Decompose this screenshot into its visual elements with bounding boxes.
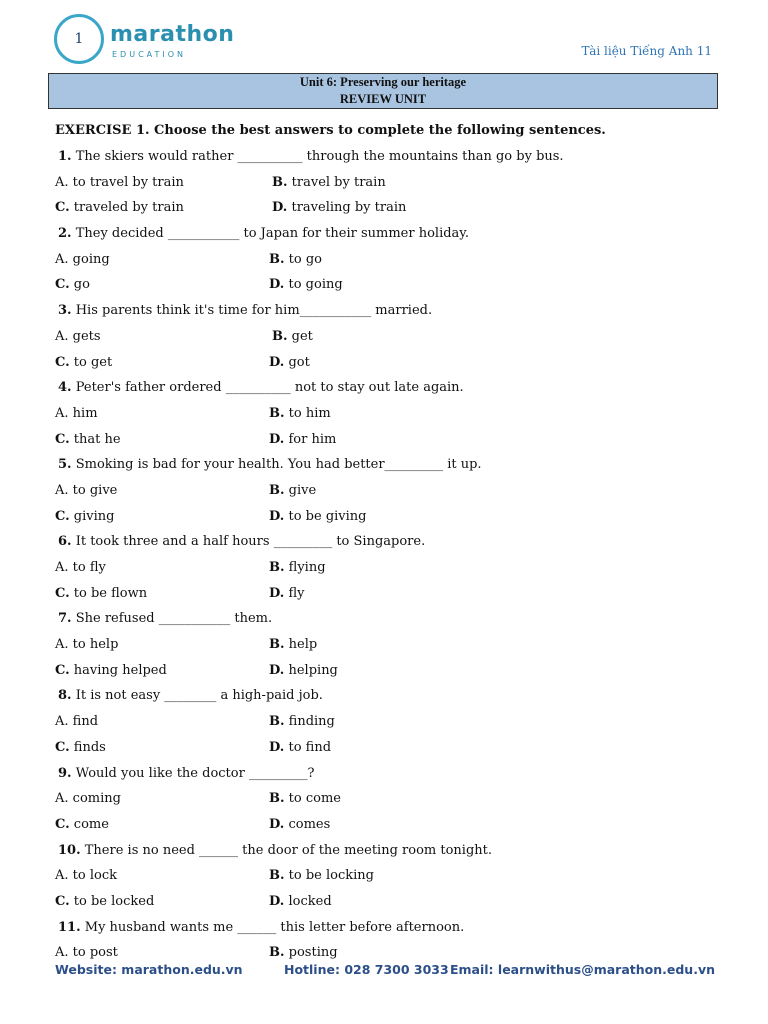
answer-option-d[interactable] (269, 889, 332, 915)
question-9 (55, 761, 715, 787)
unit-subtitle: REVIEW UNIT (339, 92, 427, 106)
answer-option-d[interactable] (272, 195, 406, 221)
option-letter: A. (55, 868, 69, 884)
options-row (55, 504, 715, 530)
option-text: to be giving (288, 508, 367, 524)
question-1 (55, 144, 715, 170)
question-text: It is not easy ________ a high-paid job. (71, 688, 323, 704)
question-text: My husband wants me ______ this letter before afternoon. (80, 919, 465, 935)
answer-option-c[interactable] (55, 195, 184, 221)
answer-option-a[interactable] (55, 401, 98, 427)
answer-option-a[interactable] (55, 247, 110, 273)
option-letter: C. (55, 662, 70, 678)
question-5 (55, 452, 715, 478)
option-letter: A. (55, 945, 69, 961)
option-letter: D. (269, 893, 285, 909)
option-text: to find (288, 739, 332, 755)
answer-option-b[interactable] (269, 709, 335, 735)
option-letter: D. (269, 816, 285, 832)
option-letter: D. (269, 585, 285, 601)
option-text: that he (73, 431, 121, 447)
answer-option-a[interactable] (55, 709, 98, 735)
options-row (55, 427, 715, 453)
answer-option-b[interactable] (272, 324, 313, 350)
question-text: Peter's father ordered __________ not to stay out late again. (71, 380, 464, 396)
option-letter: D. (269, 508, 285, 524)
answer-option-a[interactable] (55, 863, 117, 889)
question-number: 2. (58, 226, 72, 242)
option-text: flying (288, 560, 326, 575)
option-letter: B. (269, 560, 285, 575)
answer-option-d[interactable] (269, 812, 330, 838)
answer-option-a[interactable] (55, 632, 118, 658)
answer-option-d[interactable] (269, 427, 336, 453)
page-footer (55, 962, 715, 982)
option-letter: C. (55, 277, 70, 293)
option-letter: D. (269, 739, 285, 755)
option-letter: B. (269, 405, 285, 421)
option-letter: B. (272, 328, 288, 344)
option-text: travel by train (291, 174, 386, 190)
question-list (55, 144, 715, 966)
option-text: to come (288, 791, 341, 807)
option-text: to go (288, 251, 322, 267)
option-text: helping (288, 662, 338, 678)
options-row (55, 350, 715, 376)
question-text: They decided ___________ to Japan for their summer holiday. (71, 226, 470, 242)
option-text: posting (288, 945, 338, 961)
option-letter: A. (55, 791, 69, 807)
option-letter: D. (269, 277, 285, 293)
answer-option-c[interactable] (55, 735, 106, 761)
option-text: get (291, 328, 313, 344)
question-11 (55, 915, 715, 941)
answer-option-b[interactable] (269, 478, 316, 504)
question-number: 10. (58, 842, 81, 858)
options-row (55, 170, 715, 196)
unit-title: Unit 6: Preserving our heritage (299, 75, 467, 89)
answer-option-a[interactable] (55, 324, 101, 350)
unit-title-box (48, 73, 718, 109)
option-letter: C. (55, 354, 70, 370)
option-letter: A. (55, 328, 69, 344)
option-text: help (288, 637, 318, 653)
options-row (55, 401, 715, 427)
options-row (55, 709, 715, 735)
brand-subtitle: EDUCATION (112, 50, 187, 59)
options-row (55, 195, 715, 221)
option-text: to help (72, 637, 119, 653)
question-6 (55, 529, 715, 555)
answer-option-d[interactable] (269, 350, 310, 376)
option-text: gets (72, 328, 101, 344)
option-letter: D. (269, 354, 285, 370)
option-letter: A. (55, 251, 69, 267)
options-row (55, 786, 715, 812)
option-text: find (72, 714, 99, 730)
option-letter: B. (269, 714, 285, 730)
answer-option-d[interactable] (269, 735, 331, 761)
option-text: give (288, 482, 317, 498)
question-3 (55, 298, 715, 324)
question-number: 4. (58, 380, 72, 396)
option-text: to be locking (288, 868, 374, 884)
brand-name: marathon (110, 22, 235, 47)
footer-email[interactable]: Email: learnwithus@marathon.edu.vn (449, 962, 715, 977)
option-text: to going (288, 277, 343, 293)
answer-option-c[interactable] (55, 427, 121, 453)
option-text: to get (73, 354, 113, 370)
question-text: Smoking is bad for your health. You had better_________ it up. (71, 457, 482, 473)
option-text: to be locked (73, 893, 155, 909)
option-text: come (73, 816, 109, 832)
option-letter: C. (55, 200, 70, 216)
option-text: to lock (72, 868, 117, 884)
option-text: for him (288, 431, 337, 447)
question-text: Would you like the doctor _________? (71, 765, 315, 781)
answer-option-c[interactable] (55, 658, 167, 684)
option-text: to travel by train (72, 174, 184, 190)
option-letter: B. (272, 174, 288, 190)
option-letter: B. (269, 637, 285, 653)
option-letter: B. (269, 945, 285, 961)
question-text: She refused ___________ them. (71, 611, 273, 627)
option-letter: A. (55, 560, 69, 575)
question-number: 5. (58, 457, 72, 473)
question-text: The skiers would rather __________ through the mountains than go by bus. (71, 149, 564, 164)
answer-option-a[interactable] (55, 786, 121, 812)
question-10 (55, 838, 715, 864)
options-row (55, 632, 715, 658)
option-text: fly (288, 585, 305, 601)
answer-option-c[interactable] (55, 504, 114, 530)
answer-option-d[interactable] (269, 504, 367, 530)
options-row (55, 478, 715, 504)
option-letter: B. (269, 791, 285, 807)
answer-option-b[interactable] (269, 632, 317, 658)
options-row (55, 324, 715, 350)
answer-option-b[interactable] (269, 863, 374, 889)
question-number: 8. (58, 688, 72, 704)
options-row (55, 555, 715, 581)
answer-option-a[interactable] (55, 478, 117, 504)
question-4 (55, 375, 715, 401)
answer-option-b[interactable] (269, 247, 322, 273)
document-label: Tài liệu Tiếng Anh 11 (581, 44, 712, 58)
answer-option-b[interactable] (269, 401, 331, 427)
page-number: 1 (74, 31, 84, 47)
answer-option-b[interactable] (269, 786, 341, 812)
option-letter: B. (269, 868, 285, 884)
option-letter: C. (55, 431, 70, 447)
question-text: His parents think it's time for him___________ married. (71, 303, 433, 319)
option-letter: C. (55, 739, 70, 755)
answer-option-d[interactable] (269, 658, 338, 684)
footer-website[interactable]: Website: marathon.edu.vn (55, 962, 243, 977)
options-row (55, 735, 715, 761)
option-letter: A. (55, 174, 69, 190)
option-text: having helped (73, 662, 167, 678)
option-text: finds (73, 739, 106, 755)
option-text: going (72, 251, 110, 267)
answer-option-d[interactable] (269, 272, 343, 298)
option-letter: D. (272, 200, 288, 216)
answer-option-c[interactable] (55, 812, 109, 838)
answer-option-d[interactable] (269, 581, 305, 607)
option-letter: A. (55, 637, 69, 653)
option-text: locked (288, 893, 332, 909)
question-number: 11. (58, 919, 81, 935)
option-text: go (73, 277, 90, 293)
answer-option-c[interactable] (55, 889, 154, 915)
question-7 (55, 606, 715, 632)
option-letter: C. (55, 816, 70, 832)
question-2 (55, 221, 715, 247)
page-number-badge (54, 14, 104, 64)
marathon-logo (54, 14, 234, 64)
question-text: It took three and a half hours _________ to Singapore. (71, 534, 426, 550)
option-letter: A. (55, 482, 69, 498)
options-row (55, 863, 715, 889)
answer-option-a[interactable] (55, 555, 106, 581)
exercise-heading: EXERCISE 1. Choose the best answers to complete the following sentences. (55, 123, 606, 138)
option-letter: D. (269, 662, 285, 678)
options-row (55, 889, 715, 915)
option-letter: D. (269, 431, 285, 447)
option-text: got (288, 354, 310, 370)
options-row (55, 247, 715, 273)
options-row (55, 658, 715, 684)
option-text: to give (72, 482, 118, 498)
answer-option-c[interactable] (55, 272, 90, 298)
question-8 (55, 683, 715, 709)
question-number: 9. (58, 765, 72, 781)
answer-option-c[interactable] (55, 350, 112, 376)
answer-option-c[interactable] (55, 581, 147, 607)
option-text: comes (288, 816, 331, 832)
option-letter: C. (55, 585, 70, 601)
options-row (55, 581, 715, 607)
option-letter: C. (55, 508, 70, 524)
option-text: to be flown (73, 585, 148, 601)
option-text: finding (288, 714, 335, 730)
answer-option-b[interactable] (272, 170, 386, 196)
answer-option-b[interactable] (269, 555, 326, 581)
option-text: him (72, 405, 98, 421)
question-number: 6. (58, 534, 72, 550)
exercise-content (55, 120, 715, 966)
option-letter: A. (55, 714, 69, 730)
option-letter: B. (269, 482, 285, 498)
options-row (55, 272, 715, 298)
option-text: to post (72, 945, 118, 961)
option-letter: A. (55, 405, 69, 421)
options-row (55, 812, 715, 838)
option-text: to him (288, 405, 331, 421)
question-text: There is no need ______ the door of the meeting room tonight. (80, 842, 492, 858)
question-number: 3. (58, 303, 72, 319)
option-text: giving (73, 508, 115, 524)
footer-hotline: Hotline: 028 7300 3033 (284, 962, 449, 977)
option-letter: C. (55, 893, 70, 909)
option-text: to fly (72, 560, 106, 575)
question-number: 1. (58, 149, 72, 164)
question-number: 7. (58, 611, 72, 627)
option-letter: B. (269, 251, 285, 267)
option-text: traveled by train (73, 200, 184, 216)
option-text: traveling by train (291, 200, 407, 216)
answer-option-a[interactable] (55, 170, 184, 196)
option-text: coming (72, 791, 121, 807)
